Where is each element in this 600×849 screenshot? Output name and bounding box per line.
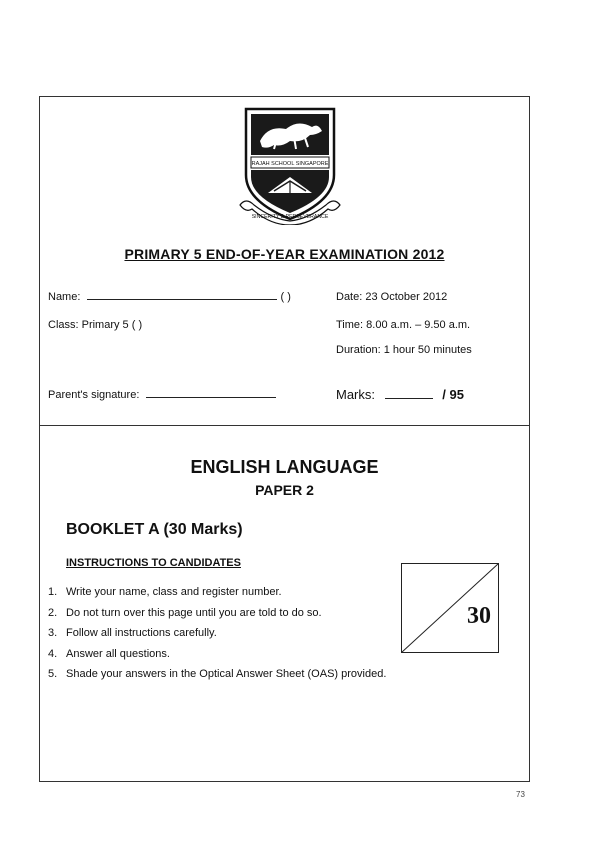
exam-duration: Duration: 1 hour 50 minutes: [336, 344, 472, 356]
instructions-list: [48, 582, 386, 685]
name-field: [48, 291, 291, 303]
exam-title: PRIMARY 5 END-OF-YEAR EXAMINATION 2012: [124, 246, 445, 262]
instruction-item: 5. Shade your answers in the Optical Answer Sheet (OAS) provided.: [48, 668, 387, 680]
marks-field: [336, 387, 464, 402]
register-bracket: ( ): [280, 291, 291, 303]
marks-total: / 95: [442, 387, 464, 402]
class-field: Class: Primary 5 ( ): [48, 319, 143, 331]
instruction-item: 1. Write your name, class and register number.: [48, 586, 282, 598]
name-line: [87, 298, 277, 300]
exam-date: Date: 23 October 2012: [336, 291, 448, 303]
booklet-title: BOOKLET A (30 Marks): [66, 521, 243, 538]
instruction-item: 3. Follow all instructions carefully.: [48, 627, 217, 639]
page-number: 73: [516, 790, 525, 799]
parent-signature-label: Parent's signature:: [48, 389, 140, 401]
section-divider: [40, 425, 529, 426]
svg-text:RAJAH SCHOOL SINGAPORE: RAJAH SCHOOL SINGAPORE: [251, 161, 329, 167]
exam-time: Time: 8.00 a.m. – 9.50 a.m.: [336, 319, 471, 331]
score-box: [401, 563, 499, 653]
school-crest-logo: [238, 105, 342, 225]
parent-signature-field: [48, 389, 276, 401]
svg-text:SINCERITY & PERSEVERANCE: SINCERITY & PERSEVERANCE: [251, 214, 329, 220]
subject-title: ENGLISH LANGUAGE: [190, 457, 379, 477]
instruction-item: 2. Do not turn over this page until you are told to do so.: [48, 606, 322, 619]
exam-cover-frame: [39, 96, 530, 782]
score-box-total: 30: [467, 603, 491, 629]
marks-label: Marks:: [336, 387, 375, 402]
paper-title: PAPER 2: [255, 482, 314, 498]
marks-line: [385, 397, 433, 399]
parent-signature-line: [146, 396, 276, 398]
instructions-heading: INSTRUCTIONS TO CANDIDATES: [66, 557, 241, 569]
instruction-item: 4. Answer all questions.: [48, 647, 170, 660]
name-label: Name:: [48, 291, 81, 303]
